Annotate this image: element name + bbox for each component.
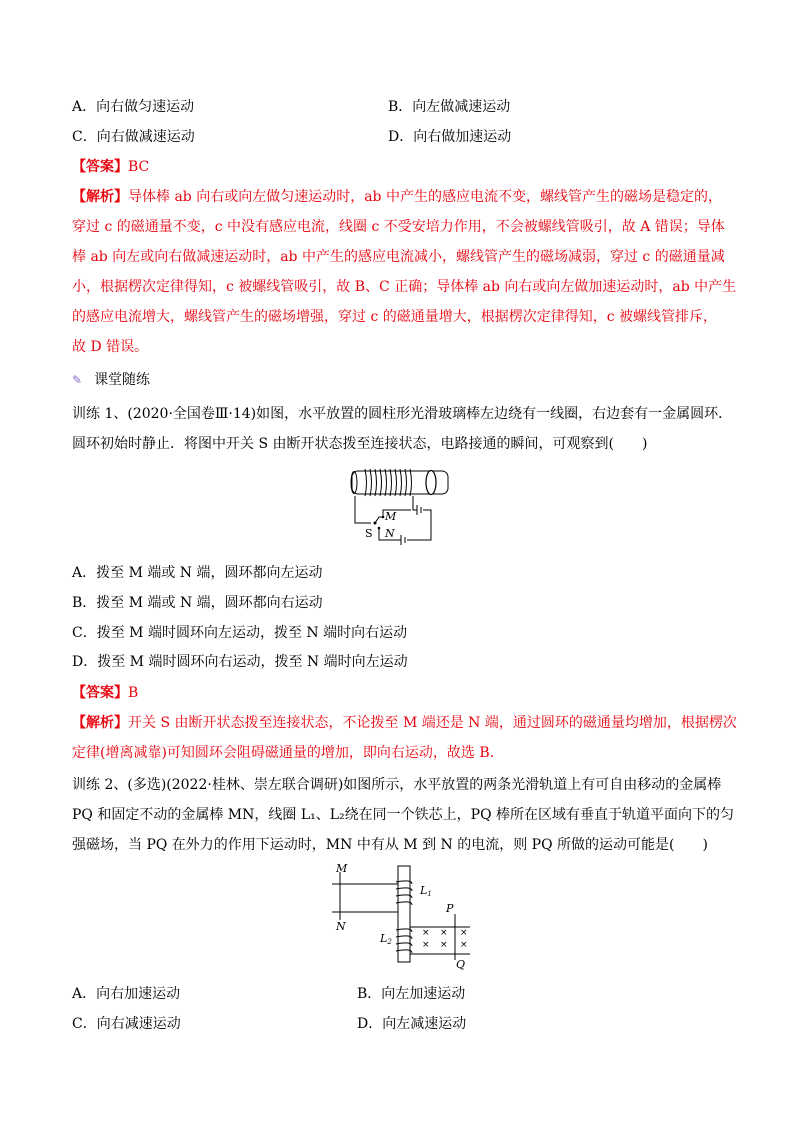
analysis-line: 的感应电流增大，螺线管产生的磁场增强，穿过 c 的磁通量增大，根据楞次定律得知，c 被螺线管排斥， <box>72 309 718 325</box>
rails-coils-figure <box>330 862 475 970</box>
option-c: C．拨至 M 端时圆环向左运动，拨至 N 端时向右运动 <box>72 625 408 641</box>
label-q: Q <box>456 958 466 970</box>
option-b: B．拨至 M 端或 N 端，圆环都向右运动 <box>72 595 323 611</box>
label-n: N <box>336 920 346 933</box>
answer-line: 【答案】B <box>72 685 139 701</box>
question-stem: PQ 和固定不动的金属棒 MN，线圈 L₁、L₂绕在同一个铁芯上，PQ 棒所在区域有垂直于轨道平面向下的匀 <box>72 807 734 823</box>
option-c: C．向右减速运动 <box>72 1016 181 1032</box>
analysis-line: 【解析】开关 S 由断开状态拨至连接状态，不论拨至 M 端还是 N 端，通过圆环的磁通量均增加，根据楞次 <box>72 715 737 731</box>
option-a: A．拨至 M 端或 N 端，圆环都向左运动 <box>72 565 323 581</box>
field-cross: × <box>440 940 448 950</box>
option-d: D．拨至 M 端时圆环向右运动，拨至 N 端时向左运动 <box>72 654 408 670</box>
analysis-line: 小，根据楞次定律得知，c 被螺线管吸引，故 B、C 正确；导体棒 ab 向右或向左做加速运动时，ab 中产生 <box>72 279 737 295</box>
question-stem: 训练 1、(2020·全国卷Ⅲ·14)如图，水平放置的圆柱形光滑玻璃棒左边绕有一线圈，右边套有一金属圆环． <box>72 406 733 422</box>
field-cross: × <box>422 940 430 950</box>
label-m: M <box>336 862 348 875</box>
field-cross: × <box>460 928 468 938</box>
section-header: ✎ 课堂随练 <box>72 372 151 388</box>
option-a: A．向右加速运动 <box>72 986 181 1002</box>
question-stem: 训练 2、(多选)(2022·桂林、崇左联合调研)如图所示，水平放置的两条光滑轨道上有可自由移动的金属棒 <box>72 777 722 793</box>
option-d: D．向左减速运动 <box>357 1016 467 1032</box>
answer-line: 【答案】BC <box>72 159 150 175</box>
label-n: N <box>385 527 395 540</box>
field-cross: × <box>422 928 430 938</box>
option-a: A．向右做匀速运动 <box>72 99 195 115</box>
label-s: S <box>365 527 373 540</box>
field-cross: × <box>460 940 468 950</box>
option-b: B．向左做减速运动 <box>388 99 511 115</box>
analysis-line: 故 D 错误。 <box>72 339 149 355</box>
label-m: M <box>385 510 397 523</box>
analysis-line: 穿过 c 的磁通量不变，c 中没有感应电流，线圈 c 不受安培力作用，不会被螺线管吸引，故 A 错误；导体 <box>72 219 725 235</box>
label-l1: L1 <box>420 884 432 898</box>
solenoid-circuit-figure <box>345 468 455 550</box>
analysis-line: 棒 ab 向左或向右做减速运动时，ab 中产生的感应电流减小，螺线管产生的磁场减弱，穿过 c 的磁通量减 <box>72 249 725 265</box>
question-stem: 圆环初始时静止．将图中开关 S 由断开状态拨至连接状态，电路接通的瞬间，可观察到( ) <box>72 436 648 452</box>
option-c: C．向右做减速运动 <box>72 129 195 145</box>
label-p: P <box>446 902 454 915</box>
pencil-icon: ✎ <box>72 373 83 387</box>
field-cross: × <box>440 928 448 938</box>
option-b: B．向左加速运动 <box>357 986 466 1002</box>
question-stem: 强磁场，当 PQ 在外力的作用下运动时，MN 中有从 M 到 N 的电流，则 PQ 所做的运动可能是( ) <box>72 837 708 853</box>
option-d: D．向右做加速运动 <box>388 129 512 145</box>
analysis-line: 【解析】导体棒 ab 向右或向左做匀速运动时，ab 中产生的感应电流不变，螺线管产生的磁场是稳定的， <box>72 189 722 205</box>
label-l2: L2 <box>380 932 392 946</box>
analysis-line: 定律(增离减靠)可知圆环会阻碍磁通量的增加，即向右运动，故选 B. <box>72 745 495 761</box>
